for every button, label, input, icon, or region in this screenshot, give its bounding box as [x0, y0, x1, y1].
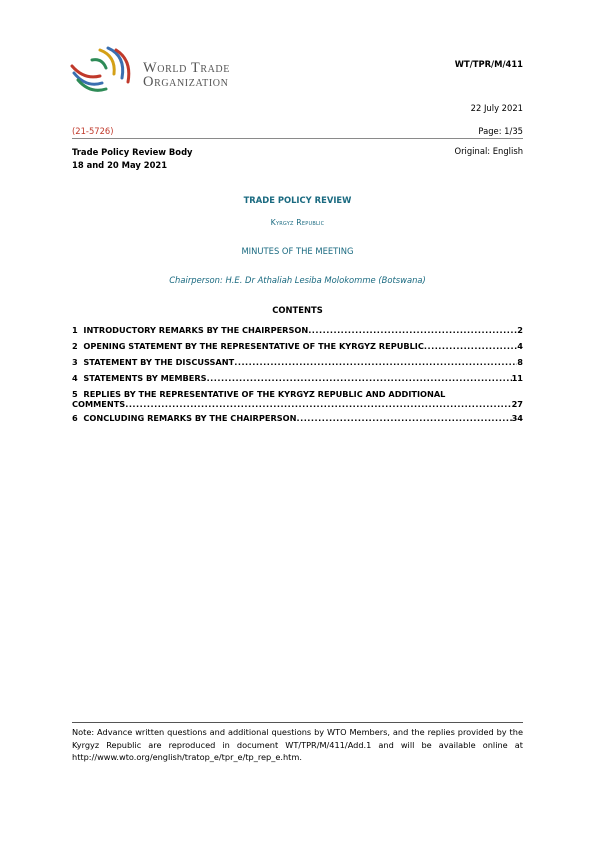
document-symbol: WT/TPR/M/411	[454, 59, 523, 69]
toc-number: 4	[72, 373, 78, 383]
table-of-contents	[72, 325, 523, 429]
toc-page: 34	[511, 413, 523, 423]
body-info	[72, 146, 193, 172]
toc-leader	[296, 413, 511, 423]
toc-entry-1[interactable]	[72, 325, 523, 341]
toc-number: 2	[72, 341, 78, 351]
reference-code: (21-5726)	[72, 126, 114, 136]
country-name: Kyrgyz Republic	[270, 218, 325, 227]
toc-leader	[125, 399, 511, 409]
toc-entry-6[interactable]	[72, 413, 523, 429]
toc-entry-2[interactable]	[72, 341, 523, 357]
toc-page: 2	[517, 325, 523, 335]
page-number: Page: 1/35	[478, 126, 523, 136]
toc-number: 3	[72, 357, 78, 367]
meeting-dates: 18 and 20 May 2021	[72, 160, 168, 170]
toc-title: REPLIES BY THE REPRESENTATIVE OF THE KYRGYZ REPUBLIC AND ADDITIONAL	[83, 389, 446, 399]
toc-leader	[308, 325, 517, 335]
toc-number: 1	[72, 325, 78, 335]
org-name-line1: World Trade	[143, 60, 230, 76]
org-name-line2: Organization	[143, 74, 229, 90]
organization-name	[143, 61, 230, 89]
toc-entry-5[interactable]	[72, 389, 523, 409]
toc-entry-4[interactable]	[72, 373, 523, 389]
body-name: Trade Policy Review Body	[72, 147, 193, 157]
toc-title-continued: COMMENTS	[72, 399, 126, 409]
subtitle: MINUTES OF THE MEETING	[241, 246, 354, 256]
toc-number: 6	[72, 413, 78, 423]
toc-page: 27	[511, 399, 523, 409]
footnote: Note: Advance written questions and additional questions by WTO Members, and the replies provided by the Kyrgyz Republic are reproduced in document WT/TPR/M/411/Add.1 and will be available online at http://www.wto.org/english/tratop_e/tpr_e/tp_rep_e.htm.	[72, 722, 523, 764]
toc-title: STATEMENT BY THE DISCUSSANT	[83, 357, 235, 367]
toc-leader	[207, 373, 512, 383]
document-date: 22 July 2021	[470, 103, 523, 113]
toc-page: 4	[517, 341, 523, 351]
original-language: Original: English	[454, 146, 523, 156]
toc-page: 11	[511, 373, 523, 383]
toc-leader	[234, 357, 517, 367]
toc-entry-3[interactable]	[72, 357, 523, 373]
toc-number: 5	[72, 389, 78, 399]
chairperson: Chairperson: H.E. Dr Athaliah Lesiba Molokomme (Botswana)	[169, 275, 426, 285]
contents-heading: CONTENTS	[272, 305, 323, 315]
toc-leader	[424, 341, 517, 351]
page-title: TRADE POLICY REVIEW	[243, 195, 352, 205]
toc-title: OPENING STATEMENT BY THE REPRESENTATIVE OF THE KYRGYZ REPUBLIC	[83, 341, 424, 351]
header-divider	[72, 138, 523, 139]
toc-page: 8	[517, 357, 523, 367]
wto-logo-icon	[70, 46, 134, 96]
toc-title: INTRODUCTORY REMARKS BY THE CHAIRPERSON	[83, 325, 309, 335]
toc-title: STATEMENTS BY MEMBERS	[83, 373, 207, 383]
toc-title: CONCLUDING REMARKS BY THE CHAIRPERSON	[83, 413, 297, 423]
